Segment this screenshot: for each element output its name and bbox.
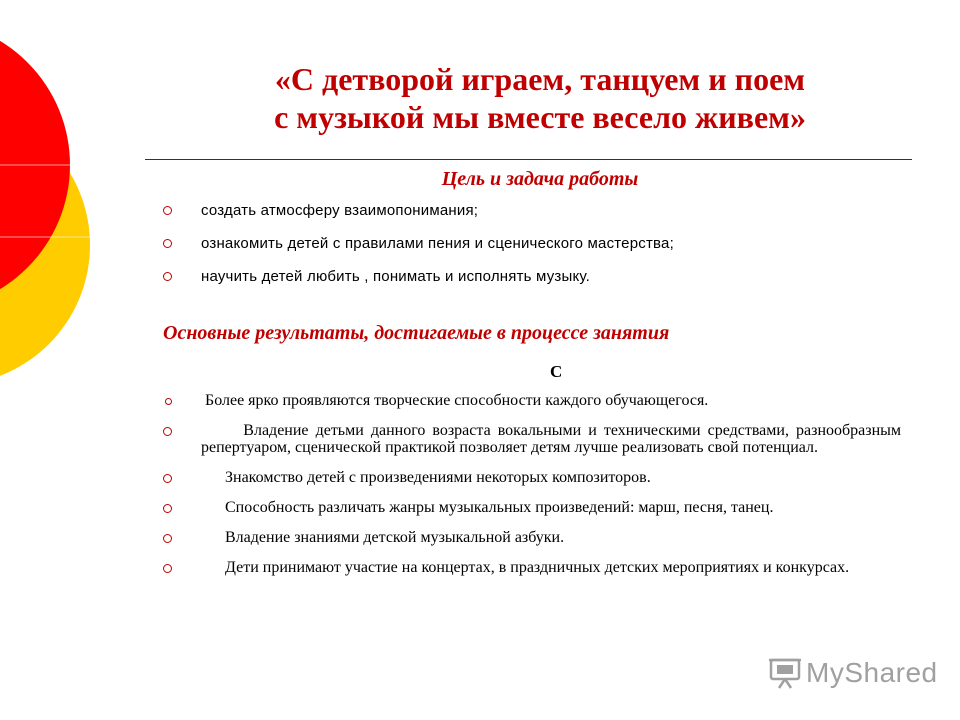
watermark-logo: [768, 656, 938, 690]
list-item: [163, 559, 901, 576]
results-heading: Основные результаты, достигаемые в процессе занятия: [163, 322, 670, 344]
presentation-board-icon: [768, 656, 804, 690]
bullet-circle-icon: [163, 504, 172, 513]
result-text: Владение детьми данного возраста вокальными и техническими средствами, разнообразным репертуаром, сценической практикой позволяет детям лучше реализовать свой потенциал.: [201, 422, 906, 456]
bullet-circle-icon: [163, 427, 172, 436]
results-list: [163, 392, 906, 589]
watermark-text: MyShared: [806, 657, 938, 688]
slide-title: [160, 60, 920, 136]
title-line-2: с музыкой мы вместе весело живем»: [274, 99, 806, 135]
decorative-circles: [0, 0, 120, 400]
list-item: [163, 202, 923, 220]
bullet-circle-icon: [165, 398, 172, 405]
list-item: [163, 235, 923, 253]
list-item: [163, 499, 901, 516]
bullet-circle-icon: [163, 206, 172, 215]
list-item: [163, 469, 901, 486]
bullet-circle-icon: [163, 534, 172, 543]
goal-text: научить детей любить , понимать и исполнять музыку.: [201, 268, 590, 285]
title-line-1: «С детворой играем, танцуем и поем: [274, 61, 806, 97]
result-text: Более ярко проявляются творческие способности каждого обучающегося.: [201, 392, 709, 409]
goals-list: [163, 202, 923, 301]
list-item: [163, 422, 906, 456]
result-text: Владение знаниями детской музыкальной азбуки.: [201, 529, 565, 546]
list-item: [163, 392, 901, 409]
goal-text: ознакомить детей с правилами пения и сценического мастерства;: [201, 235, 674, 252]
bullet-circle-icon: [163, 239, 172, 248]
c-mark: С: [550, 362, 563, 381]
list-item: [163, 529, 901, 546]
result-text: Знакомство детей с произведениями некоторых композиторов.: [201, 469, 651, 486]
list-item: [163, 268, 923, 286]
title-divider: [145, 159, 912, 160]
goal-text: создать атмосферу взаимопонимания;: [201, 202, 479, 219]
result-text: Дети принимают участие на концертах, в праздничных детских мероприятиях и конкурсах.: [201, 559, 850, 576]
result-text: Способность различать жанры музыкальных произведений: марш, песня, танец.: [201, 499, 774, 516]
goal-heading: Цель и задача работы: [441, 168, 639, 190]
bullet-circle-icon: [163, 564, 172, 573]
bullet-circle-icon: [163, 474, 172, 483]
bullet-circle-icon: [163, 272, 172, 281]
